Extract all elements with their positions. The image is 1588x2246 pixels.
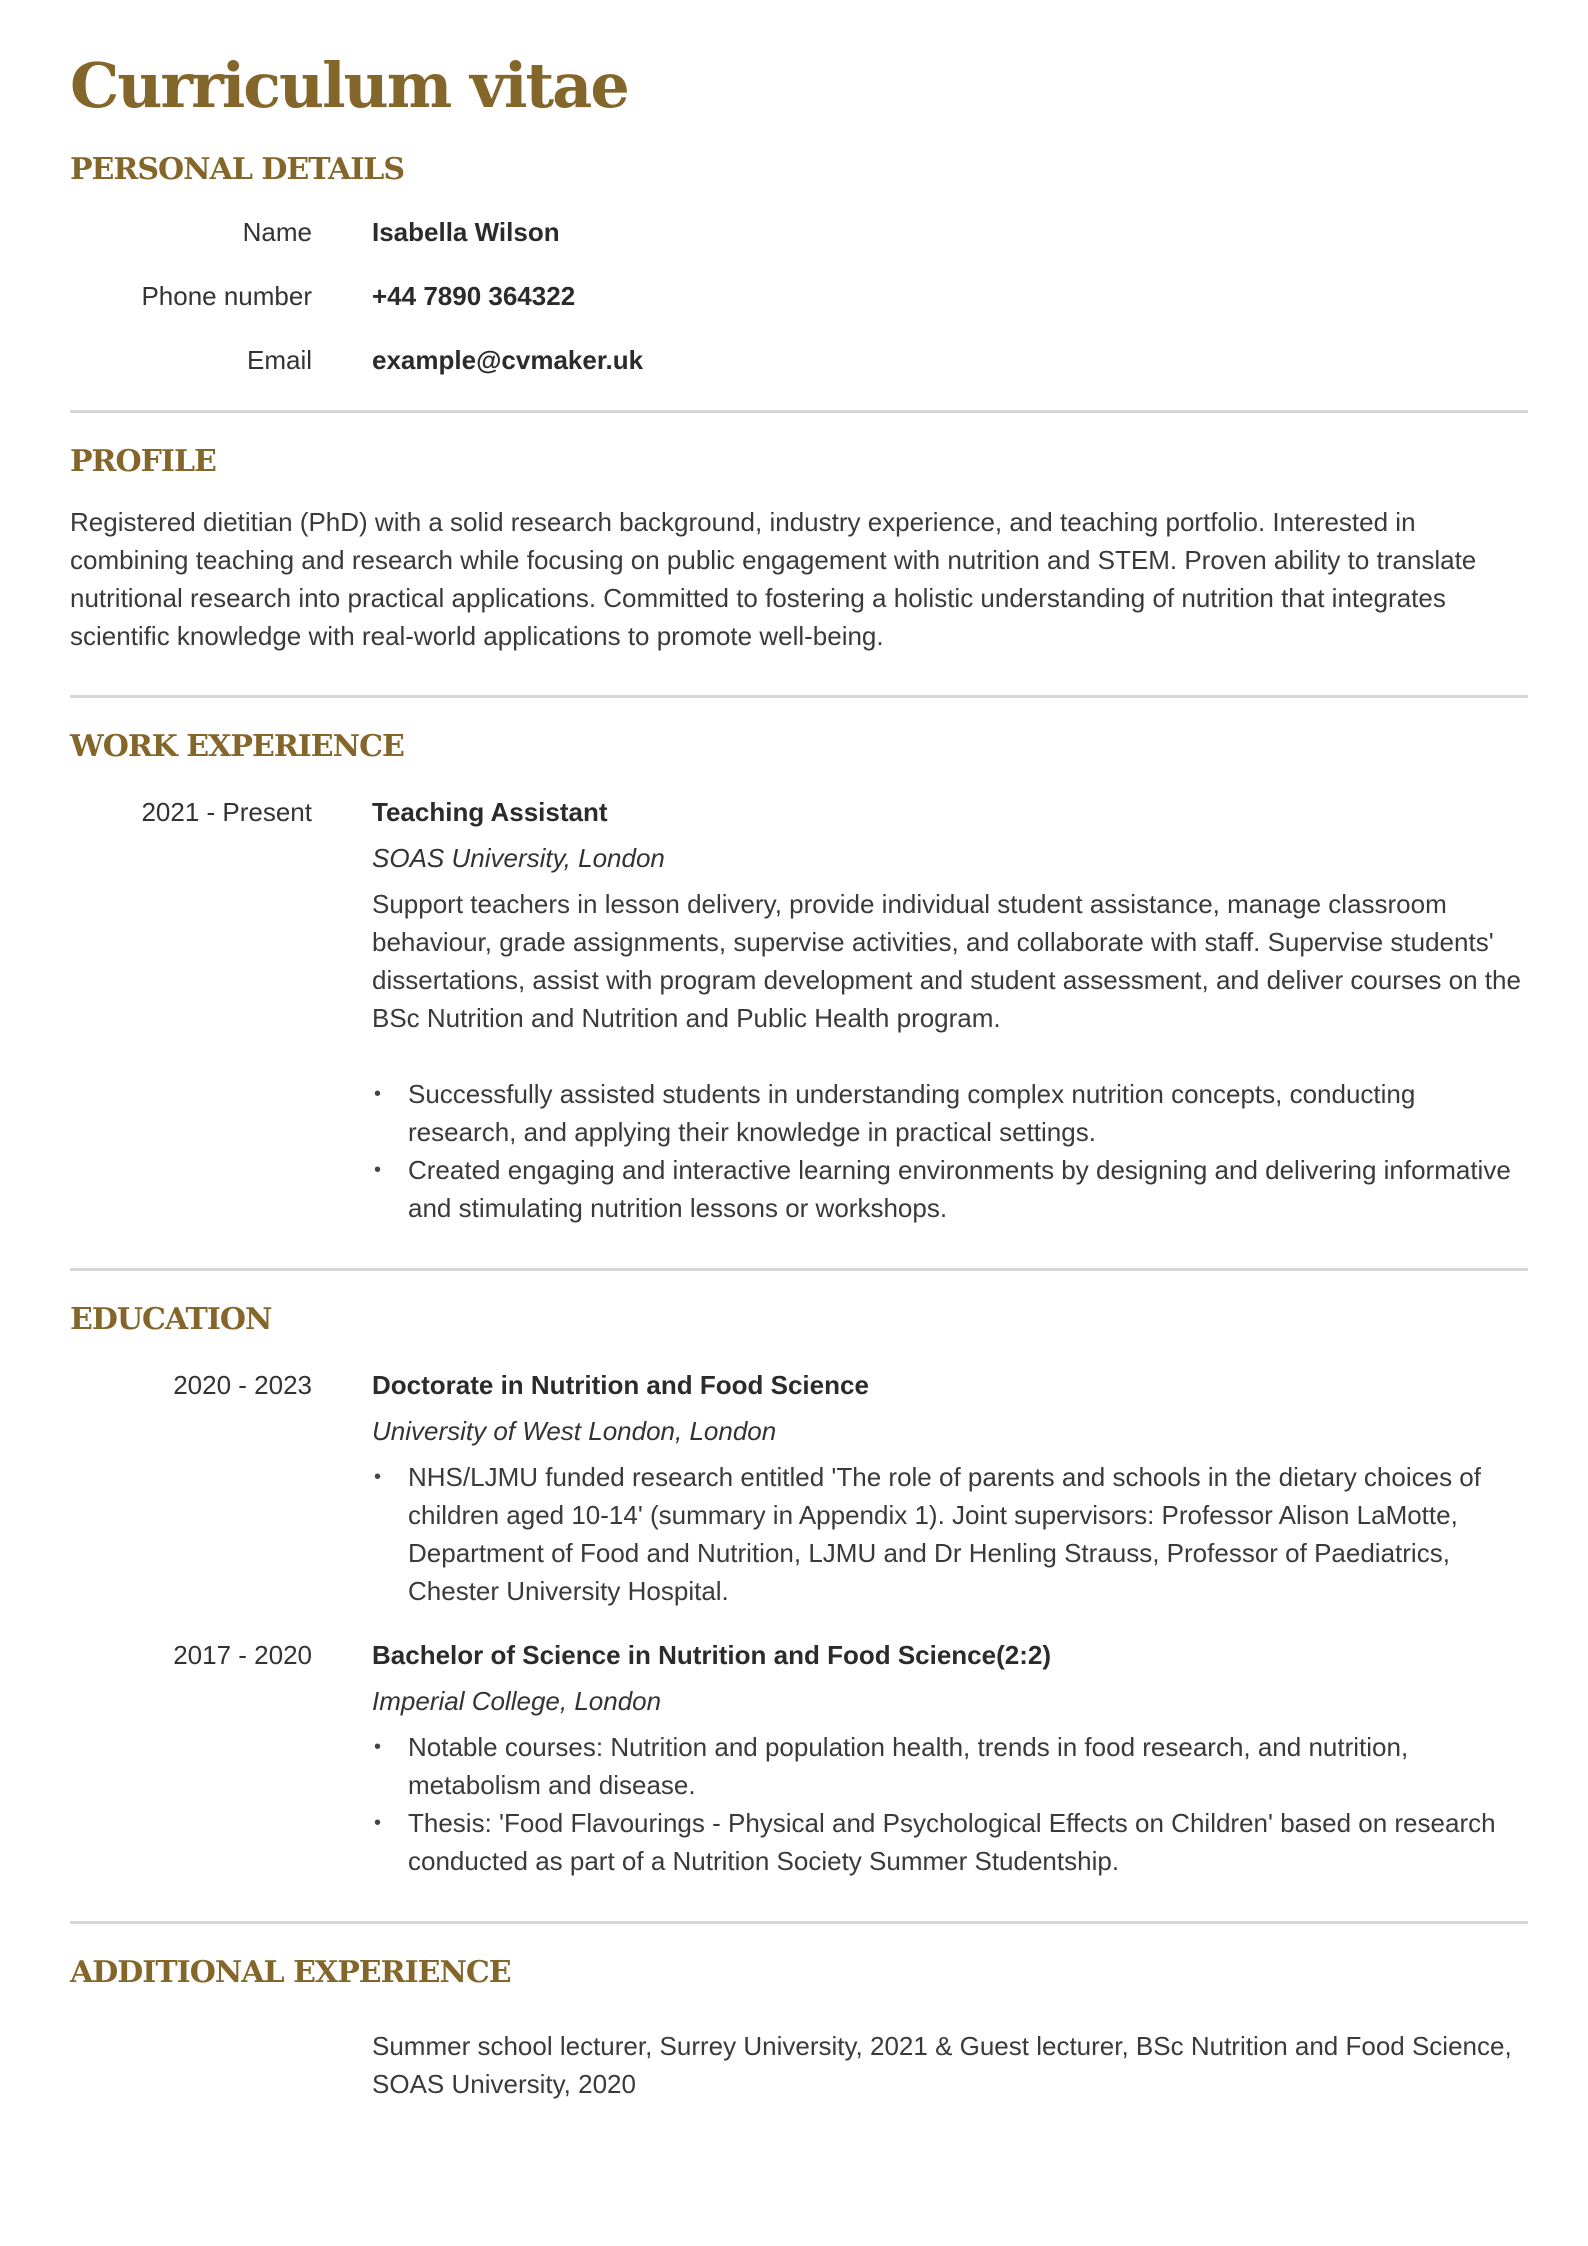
list-item: • Notable courses: Nutrition and population health, trends in food research, and nutrition, metabolism and disease. — [408, 1728, 1528, 1804]
section-heading-personal-details: PERSONAL DETAILS — [70, 152, 405, 187]
personal-field-phone — [70, 277, 1528, 315]
list-item: • Successfully assisted students in understanding complex nutrition concepts, conducting research, and applying their knowledge in practical settings. — [408, 1075, 1528, 1151]
field-label: Name — [242, 217, 312, 247]
list-item: • Thesis: 'Food Flavourings - Physical and Psychological Effects on Children' based on research conducted as part of a Nutrition Society Summer Studentship. — [408, 1804, 1528, 1880]
entry-dates: 2020 - 2023 — [173, 1370, 312, 1400]
additional-text: Summer school lecturer, Surrey University, 2021 & Guest lecturer, BSc Nutrition and Food Science, SOAS University, 2020 — [372, 2031, 1512, 2099]
work-entry — [70, 793, 1528, 1227]
entry-organization: Imperial College, London — [372, 1686, 662, 1716]
education-section — [70, 1271, 1528, 1924]
entry-organization: SOAS University, London — [372, 843, 665, 873]
personal-field-name — [70, 213, 1528, 251]
profile-text: Registered dietitian (PhD) with a solid research background, industry experience, and teaching portfolio. Interested in combining teaching and research while focusing on public engagement with nutrition and STEM. Proven ability to translate nutritional research into practical applications. Committed to fostering a holistic understanding of nutrition that integrates scientific knowledge with real-world applications to promote well-being. — [70, 507, 1477, 651]
field-value: +44 7890 364322 — [372, 281, 576, 311]
list-item: • Created engaging and interactive learning environments by designing and delivering informative and stimulating nutrition lessons or workshops. — [408, 1151, 1528, 1227]
section-heading-additional-experience: ADDITIONAL EXPERIENCE — [70, 1955, 511, 1990]
entry-content — [372, 1636, 1528, 1880]
profile-section — [70, 413, 1528, 698]
additional-experience-section — [70, 1924, 1528, 2103]
entry-bullet-list — [372, 1728, 1528, 1880]
additional-entry — [70, 2027, 1528, 2103]
cv-page — [70, 0, 1528, 2103]
entry-title: Bachelor of Science in Nutrition and Food Science(2:2) — [372, 1640, 1051, 1670]
education-entry — [70, 1636, 1528, 1880]
entry-title: Doctorate in Nutrition and Food Science — [372, 1370, 869, 1400]
entry-title: Teaching Assistant — [372, 797, 608, 827]
field-label: Phone number — [141, 281, 312, 311]
entry-content — [372, 1366, 1528, 1610]
education-entry — [70, 1366, 1528, 1610]
entry-description: Support teachers in lesson delivery, provide individual student assistance, manage classroom behaviour, grade assignments, supervise activities, and collaborate with staff. Supervise students' dissertations, assist with program development and student assessment, and deliver courses on the BSc Nutrition and Nutrition and Public Health program. — [372, 889, 1521, 1033]
entry-content — [372, 793, 1528, 1227]
personal-field-email — [70, 341, 1528, 379]
section-heading-profile: PROFILE — [70, 444, 216, 479]
work-experience-section — [70, 698, 1528, 1271]
personal-details-section — [70, 126, 1528, 413]
page-title: Curriculum vitae — [70, 49, 628, 122]
field-value: Isabella Wilson — [372, 217, 560, 247]
field-value: example@cvmaker.uk — [372, 345, 644, 375]
entry-organization: University of West London, London — [372, 1416, 777, 1446]
section-heading-education: EDUCATION — [70, 1302, 272, 1337]
entry-dates-empty — [70, 2027, 312, 2103]
entry-dates: 2017 - 2020 — [173, 1640, 312, 1670]
entry-bullet-list — [372, 1075, 1528, 1227]
entry-bullet-list — [372, 1458, 1528, 1610]
field-label: Email — [246, 345, 312, 375]
list-item: • NHS/LJMU funded research entitled 'The role of parents and schools in the dietary choices of children aged 10-14' (summary in Appendix 1). Joint supervisors: Professor Alison LaMotte, Department of Food and Nutrition, LJMU and Dr Henling Strauss, Professor of Paediatrics, Chester University Hospital. — [408, 1458, 1528, 1610]
entry-dates: 2021 - Present — [141, 797, 312, 827]
section-heading-work-experience: WORK EXPERIENCE — [70, 729, 404, 764]
